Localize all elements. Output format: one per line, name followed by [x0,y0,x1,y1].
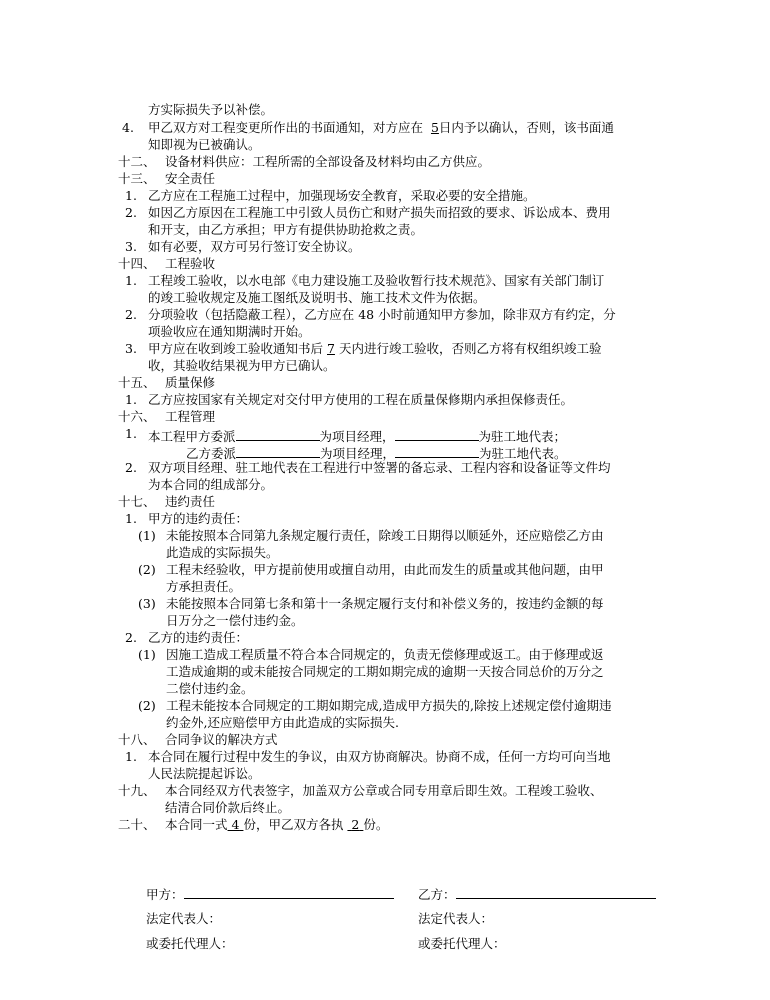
subitem-number: (3) [138,596,156,611]
item-number: 4. [122,120,134,135]
manager-blank [236,428,320,441]
section-title: 违约责任 [165,494,216,509]
item-number: 2. [125,630,137,645]
section-number: 十七、 [118,494,156,509]
party-b-line [456,886,656,899]
text-line: 未能按照本合同第七条和第十一条规定履行支付和补偿义务的，按违约金额的每 [166,596,604,611]
text-line: 乙方委派 为项目经理， 为驻工地代表。 [186,446,567,461]
party-b-sign: 乙方： [418,886,656,902]
subitem-number: (1) [138,647,156,662]
text-line: 如因乙方原因在工程施工中引致人员伤亡和财产损失而招致的要求、诉讼成本、费用 [148,205,611,220]
section-title: 安全责任 [165,171,216,186]
item-number: 3. [125,239,137,254]
section-title: 工程验收 [165,256,216,271]
subitem-number: (2) [138,698,156,713]
text-line: 本工程甲方委派 为项目经理， 为驻工地代表； [148,429,567,444]
text-line: 本合同在履行过程中发生的争议，由双方协商解决。协商不成，任何一方均可向当地 [148,749,611,764]
site-rep-blank [395,445,479,458]
text-line: 工程竣工验收，以水电部《电力建设施工及验收暂行技术规范》、国家有关部门制订 [148,273,605,288]
text-line: 工造成逾期的或未能按合同规定的工期如期完成的逾期一天按合同总价的万分之 [166,664,604,679]
section-number: 十四、 [118,256,156,271]
legal-rep-a: 法定代表人： [146,911,222,926]
manager-blank [236,445,320,458]
text-line: 日万分之一偿付违约金。 [166,613,304,628]
section-number: 十六、 [118,409,156,424]
text-line: 为本合同的组成部分。 [148,477,274,492]
text-line: 甲方的违约责任： [148,511,249,526]
section-number: 十五、 [118,375,156,390]
copies-total: 4 [231,817,240,832]
item-number: 2. [125,205,137,220]
item-number: 1. [125,749,137,764]
item-number: 1. [125,188,137,203]
item-number: 3. [125,341,137,356]
copies-each: 2 [351,817,360,832]
days-value: 7 [327,341,335,356]
section-number: 二十、 [118,817,156,832]
text-line: 甲乙双方对工程变更所作出的书面通知，对方应在 5日内予以确认，否则，该书面通 [148,120,614,135]
agent-a: 或委托代理人： [146,936,234,951]
text-line: 甲方应在收到竣工验收通知书后 7 天内进行竣工验收，否则乙方将有权组织竣工验 [148,341,602,356]
text-line: 乙方应按国家有关规定对交付甲方使用的工程在质量保修期内承担保修责任。 [148,392,574,407]
text-line: 项验收应在通知期满时开始。 [148,324,311,339]
text-line: 工程未能按本合同规定的工期如期完成,造成甲方损失的,除按上述规定偿付逾期违 [166,698,612,713]
text-line: 结清合同价款后终止。 [165,800,291,815]
section-number: 十二、 [118,154,156,169]
text-line: 双方项目经理、驻工地代表在工程进行中签署的备忘录、工程内容和设备证等文件均 [148,460,611,475]
text-line: 本合同一式 4 份，甲乙双方各执 2 份。 [165,817,389,832]
agent-b: 或委托代理人： [418,936,506,951]
item-number: 1. [125,426,137,441]
text-line: 如有必要，双方可另行签订安全协议。 [148,239,361,254]
text-line: 因施工造成工程质量不符合本合同规定的，负责无偿修理或返工。由于修理或返 [166,647,604,662]
section-title: 设备材料供应：工程所需的全部设备及材料均由乙方供应。 [165,154,491,169]
section-title: 本合同经双方代表签字，加盖双方公章或合同专用章后即生效。工程竣工验收、 [165,783,603,798]
section-number: 十九、 [118,783,156,798]
text-line: 方承担责任。 [166,579,242,594]
text-line: 二偿付违约金。 [166,681,254,696]
text-line: 分项验收（包括隐蔽工程），乙方应在 48 小时前通知甲方参加，除非双方有约定，分 [148,307,616,322]
item-number: 1. [125,511,137,526]
text-line: 工程未经验收，甲方提前使用或擅自动用，由此而发生的质量或其他问题，由甲 [166,562,604,577]
item-number: 1. [125,273,137,288]
item-number: 2. [125,460,137,475]
text-line: 和开支，由乙方承担；甲方有提供协助抢救之责。 [148,222,424,237]
text-line: 此造成的实际损失。 [166,545,279,560]
section-title: 工程管理 [165,409,216,424]
subitem-number: (1) [138,528,156,543]
text-line: 人民法院提起诉讼。 [148,766,261,781]
section-number: 十三、 [118,171,156,186]
text-line: 方实际损失予以补偿。 [148,102,274,117]
text-line: 知即视为已被确认。 [148,137,261,152]
text-line: 约金外,还应赔偿甲方由此造成的实际损失. [166,715,399,730]
party-a-line [184,886,394,899]
item-number: 1. [125,392,137,407]
section-title: 质量保修 [165,375,216,390]
party-a-sign: 甲方： [146,886,394,902]
text-line: 未能按照本合同第九条规定履行责任，除竣工日期得以顺延外，还应赔偿乙方由 [166,528,604,543]
item-number: 2. [125,307,137,322]
text-line: 的竣工验收规定及施工图纸及说明书、施工技术文件为依据。 [148,290,486,305]
text-line: 乙方的违约责任： [148,630,249,645]
site-rep-blank [395,428,479,441]
days-value: 5 [430,120,439,135]
text-line: 乙方应在工程施工过程中，加强现场安全教育，采取必要的安全措施。 [148,188,536,203]
section-title: 合同争议的解决方式 [165,732,278,747]
section-number: 十八、 [118,732,156,747]
subitem-number: (2) [138,562,156,577]
text-line: 收，其验收结果视为甲方已确认。 [148,358,336,373]
legal-rep-b: 法定代表人： [418,911,494,926]
